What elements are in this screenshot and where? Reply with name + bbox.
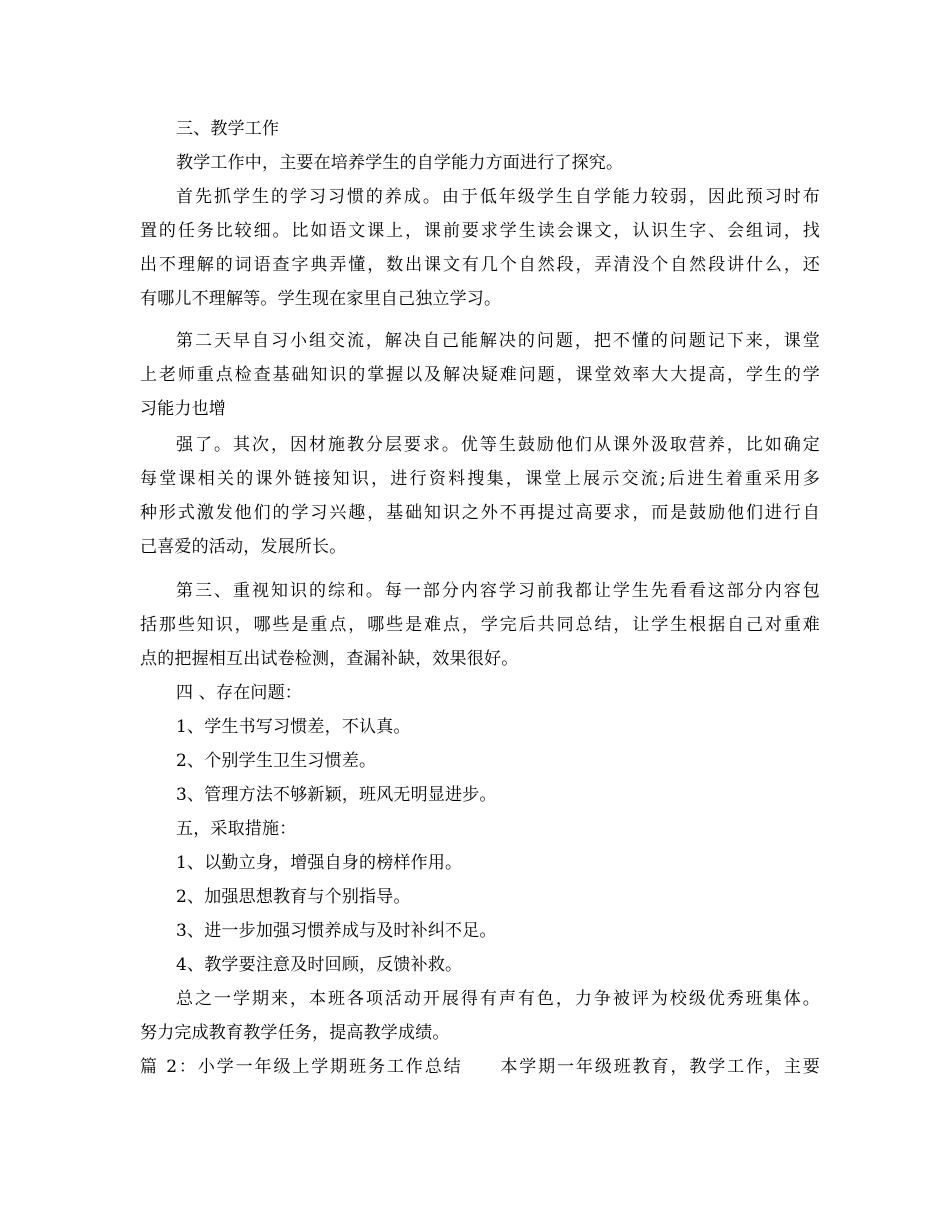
paragraph-line: 每堂课相关的课外链接知识，进行资料搜集，课堂上展示交流;后进生着重采用多 bbox=[140, 469, 820, 489]
section-heading-measures: 五，采取措施： bbox=[176, 819, 297, 839]
paragraph-line: 习能力也增 bbox=[140, 399, 226, 419]
paragraph-line: 努力完成教育教学任务，提高教学成绩。 bbox=[140, 1023, 450, 1043]
list-item: 3、进一步加强习惯养成与及时补纠不足。 bbox=[176, 921, 497, 941]
list-item: 2、加强思想教育与个别指导。 bbox=[176, 887, 411, 907]
list-item: 1、以勤立身，增强自身的榜样作用。 bbox=[176, 853, 463, 873]
list-item: 2、个别学生卫生习惯差。 bbox=[176, 751, 377, 771]
section-heading-teaching: 三、教学工作 bbox=[176, 119, 280, 139]
paragraph-line: 置的任务比较细。比如语文课上，课前要求学生读会课文，认识生字、会组词，找 bbox=[140, 221, 820, 241]
paragraph-line: 有哪儿不理解等。学生现在家里自己独立学习。 bbox=[140, 289, 502, 309]
paragraph-line: 出不理解的词语查字典弄懂，数出课文有几个自然段，弄清没个自然段讲什么，还 bbox=[140, 255, 820, 275]
paragraph-line: 教学工作中，主要在培养学生的自学能力方面进行了探究。 bbox=[176, 153, 624, 173]
paragraph-line: 上老师重点检查基础知识的掌握以及解决疑难问题，课堂效率大大提高，学生的学 bbox=[140, 365, 820, 385]
list-item: 3、管理方法不够新颖，班风无明显进步。 bbox=[176, 785, 497, 805]
paragraph-line: 括那些知识，哪些是重点，哪些是难点，学完后共同总结，让学生根据自己对重难 bbox=[140, 615, 820, 635]
paragraph-line: 强了。其次，因材施教分层要求。优等生鼓励他们从课外汲取营养，比如确定 bbox=[176, 435, 820, 455]
paragraph-line: 种形式激发他们的学习兴趣，基础知识之外不再提过高要求，而是鼓励他们进行自 bbox=[140, 503, 820, 523]
paragraph-line: 第三、重视知识的综和。每一部分内容学习前我都让学生先看看这部分内容包 bbox=[176, 581, 820, 601]
paragraph-line: 总之一学期来，本班各项活动开展得有声有色，力争被评为校级优秀班集体。 bbox=[176, 989, 820, 1009]
list-item: 1、学生书写习惯差，不认真。 bbox=[176, 717, 411, 737]
list-item: 4、教学要注意及时回顾，反馈补救。 bbox=[176, 955, 463, 975]
paragraph-line: 第二天早自习小组交流，解决自己能解决的问题，把不懂的问题记下来，课堂 bbox=[176, 331, 820, 351]
paragraph-line: 己喜爱的活动，发展所长。 bbox=[140, 537, 347, 557]
article-2-heading-line: 篇 2：小学一年级上学期班务工作总结 本学期一年级班教育，教学工作，主要 bbox=[140, 1057, 820, 1077]
section-heading-problems: 四 、存在问题： bbox=[176, 683, 303, 703]
paragraph-line: 点的把握相互出试卷检测，查漏补缺，效果很好。 bbox=[140, 649, 519, 669]
paragraph-line: 首先抓学生的学习习惯的养成。由于低年级学生自学能力较弱，因此预习时布 bbox=[176, 187, 820, 207]
